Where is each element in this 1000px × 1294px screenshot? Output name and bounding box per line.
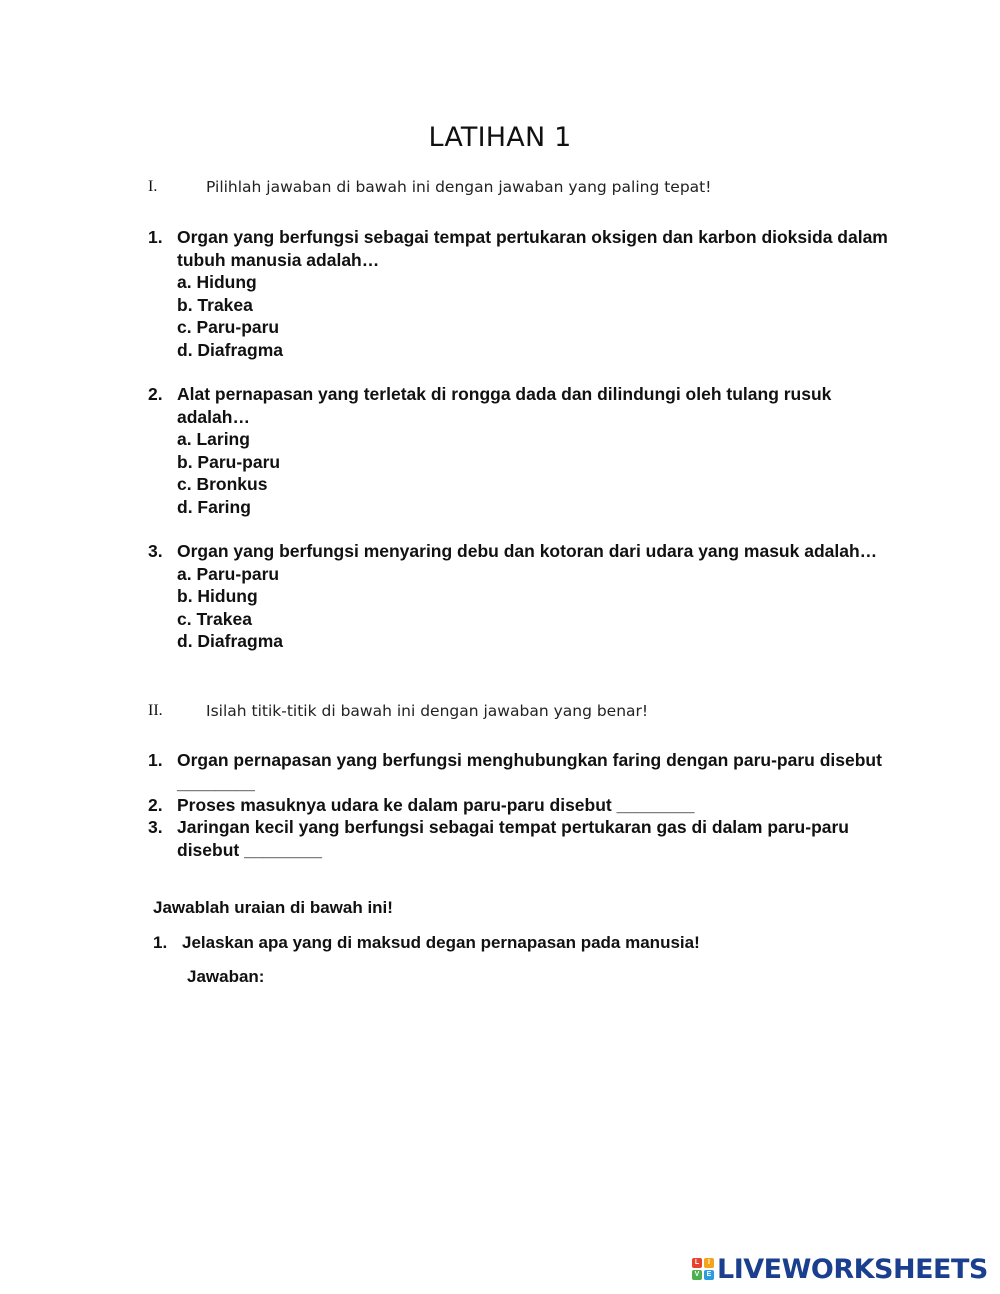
essay-question-1 [153, 933, 700, 953]
section-instruction: Pilihlah jawaban di bawah ini dengan jawaban yang paling tepat! [206, 178, 712, 196]
logo-blocks-icon [692, 1258, 714, 1280]
option-a[interactable]: a. Laring [177, 429, 250, 449]
option-b[interactable]: b. Paru-paru [177, 451, 281, 472]
option-a[interactable]: a. Paru-paru [177, 563, 280, 584]
option-c[interactable]: c. Trakea [177, 608, 252, 629]
liveworksheets-logo [692, 1254, 988, 1284]
question-text: Proses masuknya udara ke dalam paru-paru disebut ________ [177, 795, 695, 815]
option-c[interactable]: c. Bronkus [177, 474, 268, 494]
question-number: 1. [153, 933, 168, 952]
logo-block: I [704, 1258, 714, 1268]
question-text: Jaringan kecil yang berfungsi sebagai tempat pertukaran gas di dalam paru-paru disebut ________ [177, 817, 849, 860]
logo-text: LIVEWORKSHEETS [717, 1253, 988, 1285]
option-d[interactable]: d. Diafragma [177, 339, 283, 360]
section-instruction: Isilah titik-titik di bawah ini dengan jawaban yang benar! [206, 702, 649, 720]
question-text: Organ yang berfungsi sebagai tempat pertukaran oksigen dan karbon dioksida dalam tubuh manusia adalah… [177, 227, 888, 270]
essay-heading: Jawablah uraian di bawah ini! [153, 898, 393, 917]
question-text: Organ pernapasan yang berfungsi menghubungkan faring dengan paru-paru disebut ________ [177, 750, 882, 793]
option-d[interactable]: d. Faring [177, 496, 251, 517]
question-text: Alat pernapasan yang terletak di rongga dada dan dilindungi oleh tulang rusuk adalah… [177, 384, 832, 427]
option-d[interactable]: d. Diafragma [177, 631, 283, 651]
mcq-question-1 [148, 226, 908, 361]
fill-question-3[interactable] [148, 816, 908, 861]
logo-block: V [692, 1270, 702, 1280]
option-a[interactable]: a. Hidung [177, 272, 257, 292]
mcq-question-2 [148, 383, 908, 518]
question-number: 2. [148, 795, 163, 815]
question-number: 2. [148, 384, 163, 404]
question-number: 1. [148, 227, 163, 247]
answer-label: Jawaban: [187, 967, 265, 986]
option-b[interactable]: b. Trakea [177, 294, 253, 315]
question-number: 3. [148, 817, 163, 837]
fill-question-2[interactable] [148, 794, 908, 817]
question-number: 3. [148, 541, 163, 561]
option-c[interactable]: c. Paru-paru [177, 317, 280, 337]
logo-block: E [704, 1270, 714, 1280]
page-title: LATIHAN 1 [428, 122, 572, 153]
section-number: II. [148, 702, 163, 719]
question-text: Organ yang berfungsi menyaring debu dan kotoran dari udara yang masuk adalah… [177, 541, 878, 561]
question-number: 1. [148, 750, 163, 770]
question-text: Jelaskan apa yang di maksud degan pernapasan pada manusia! [182, 933, 700, 952]
option-b[interactable]: b. Hidung [177, 586, 258, 606]
logo-block: L [692, 1258, 702, 1268]
section-number: I. [148, 178, 158, 195]
fill-question-1[interactable] [148, 749, 908, 794]
mcq-question-3 [148, 540, 908, 653]
